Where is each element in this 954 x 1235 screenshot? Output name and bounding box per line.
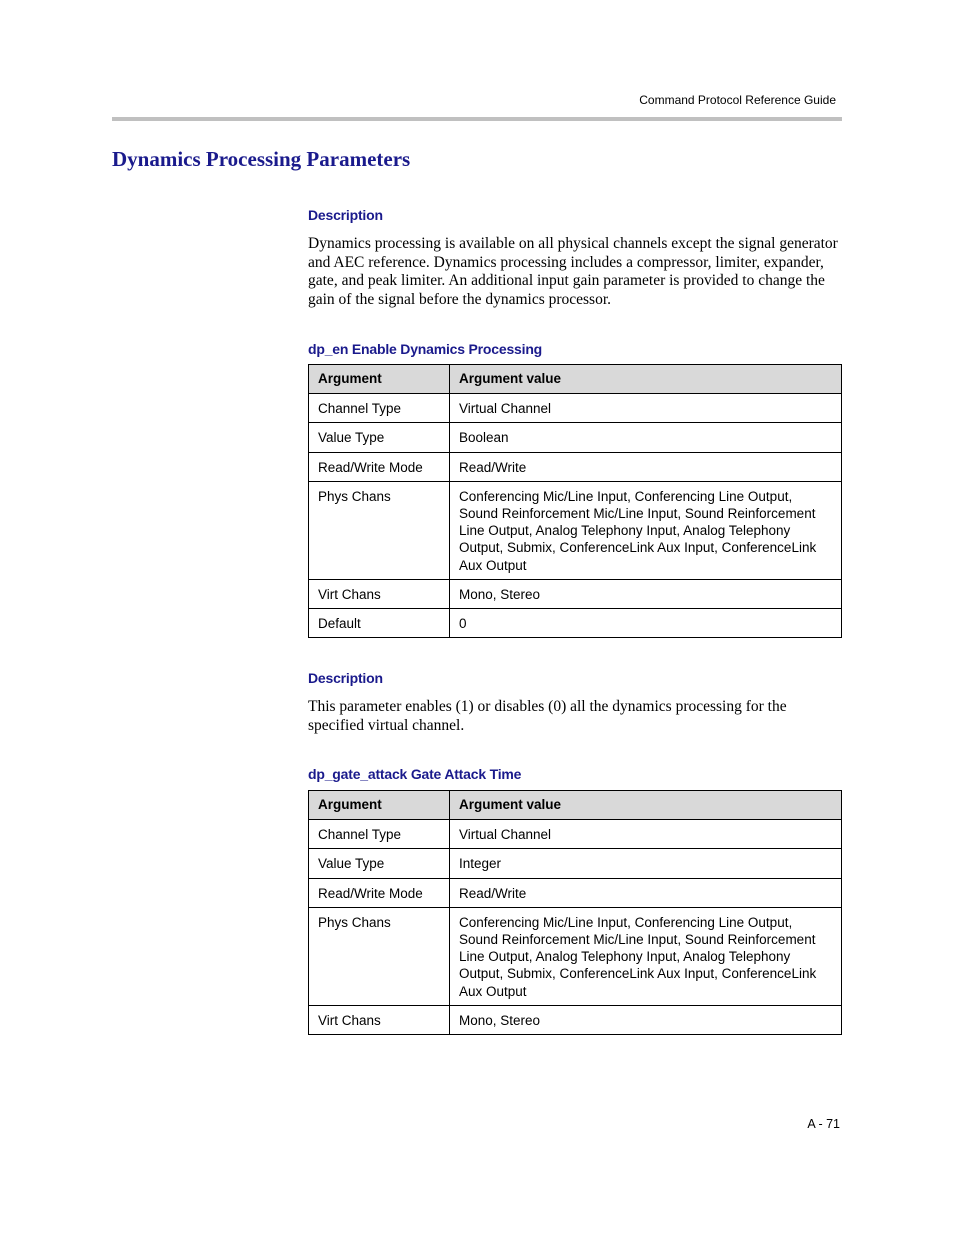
table-header-row (309, 791, 842, 820)
table-row (309, 394, 842, 423)
table-row (309, 423, 842, 452)
table-cell: 0 (450, 609, 842, 638)
section2 (308, 670, 842, 686)
table-row (309, 878, 842, 907)
table-cell: Value Type (309, 849, 450, 878)
table-row (309, 820, 842, 849)
column-header: Argument (309, 791, 450, 820)
table-row (309, 1005, 842, 1034)
table-cell: Conferencing Mic/Line Input, Conferencing Line Output, Sound Reinforcement Mic/Line Input, Sound Reinforcement Line Output, Analog Telephony Input, Analog Telephony Output, Submix, ConferenceLink Aux Input, ConferenceLink Aux Output (450, 907, 842, 1005)
page-title: Dynamics Processing Parameters (112, 147, 411, 171)
table2-title-wrap (308, 766, 842, 782)
table-cell: Read/Write Mode (309, 878, 450, 907)
table1 (308, 364, 842, 638)
column-header: Argument value (450, 365, 842, 394)
column-header: Argument value (450, 791, 842, 820)
table-cell: Boolean (450, 423, 842, 452)
table-row (309, 579, 842, 608)
table-cell: Default (309, 609, 450, 638)
table1-title: dp_en Enable Dynamics Processing (308, 341, 543, 357)
section1 (308, 207, 842, 223)
table-cell: Channel Type (309, 394, 450, 423)
table-row (309, 481, 842, 579)
table-cell: Read/Write (450, 878, 842, 907)
table-cell: Conferencing Mic/Line Input, Conferencing Line Output, Sound Reinforcement Mic/Line Input, Sound Reinforcement Line Output, Analog Telephony Input, Analog Telephony Output, Submix, ConferenceLink Aux Input, ConferenceLink Aux Output (450, 481, 842, 579)
table-cell: Virtual Channel (450, 394, 842, 423)
table-cell: Virtual Channel (450, 820, 842, 849)
header-rule (112, 117, 842, 121)
table-cell: Phys Chans (309, 481, 450, 579)
table1-title-wrap (308, 341, 842, 357)
table-cell: Virt Chans (309, 1005, 450, 1034)
table-row (309, 907, 842, 1005)
table-cell: Value Type (309, 423, 450, 452)
table-cell: Read/Write Mode (309, 452, 450, 481)
table-header-row (309, 365, 842, 394)
table2-title: dp_gate_attack Gate Attack Time (308, 766, 522, 782)
table-row (309, 452, 842, 481)
running-header: Command Protocol Reference Guide (639, 93, 836, 107)
table-cell: Integer (450, 849, 842, 878)
table-row (309, 609, 842, 638)
table-cell: Virt Chans (309, 579, 450, 608)
section1-heading: Description (308, 207, 383, 223)
table-cell: Read/Write (450, 452, 842, 481)
column-header: Argument (309, 365, 450, 394)
page-number: A - 71 (807, 1117, 840, 1131)
table-row (309, 849, 842, 878)
section2-text: This parameter enables (1) or disables (0) all the dynamics processing for the specified virtual channel. (308, 698, 787, 734)
table-cell: Mono, Stereo (450, 579, 842, 608)
section2-heading: Description (308, 670, 383, 686)
table-cell: Phys Chans (309, 907, 450, 1005)
section1-text: Dynamics processing is available on all physical channels except the signal generator and AEC reference. Dynamics processing includes a compressor, limiter, expander, gate, and peak limiter. An additional input gain parameter is provided to change the gain of the signal before the dynamics processor. (308, 235, 838, 309)
table-cell: Channel Type (309, 820, 450, 849)
table2 (308, 790, 842, 1035)
table-cell: Mono, Stereo (450, 1005, 842, 1034)
